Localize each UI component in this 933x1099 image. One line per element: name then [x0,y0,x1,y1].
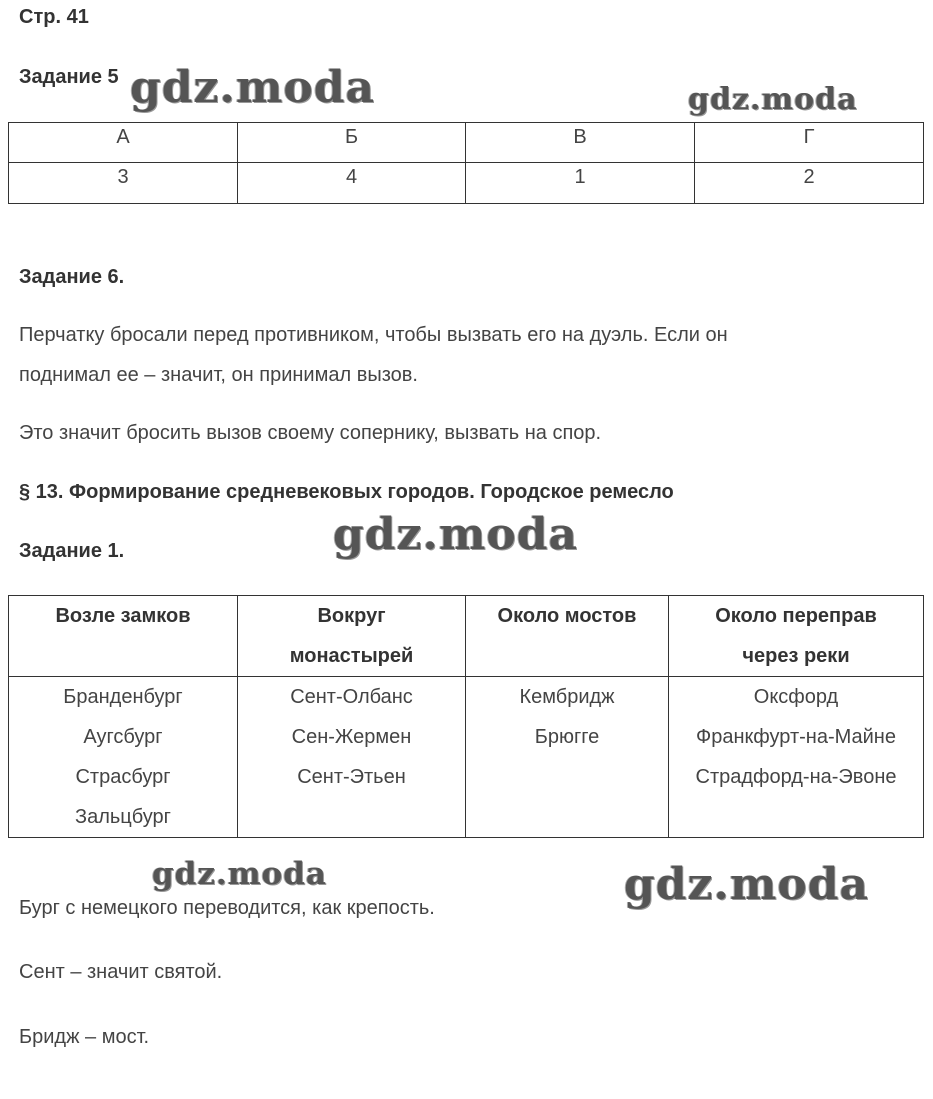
watermark-logo: gdz.moda [688,82,858,117]
table-cell: В [466,123,695,163]
task6-paragraph: Это значит бросить вызов своему сопернику, вызвать на спор. [19,422,602,444]
city-name: Оксфорд [753,686,839,708]
table-cell: 1 [466,163,695,204]
city-name: Кембридж [519,686,615,708]
section-heading: § 13. Формирование средневековых городов. Городское ремесло [19,481,674,503]
table-cell: 2 [695,163,924,204]
watermark-logo: gdz.moda [152,856,327,892]
table-cell [466,677,669,838]
table-cell [9,677,238,838]
table-cell: 4 [238,163,466,204]
task5-answer-table [8,122,924,204]
task6-paragraph-line: Перчатку бросали перед противником, чтобы вызвать его на дуэль. Если он [19,324,728,346]
city-name: Сен-Жермен [291,726,412,748]
watermark-logo: gdz.moda [333,509,579,560]
table-header-row [9,123,924,163]
city-name: Бранденбург [63,686,183,708]
page-number: Стр. 41 [19,6,89,28]
note-burg: Бург с немецкого переводится, как крепость. [19,897,435,919]
table-cell [238,677,466,838]
task5-title: Задание 5 [19,66,119,88]
city-name: Франкфурт-на-Майне [696,726,896,748]
city-name: Страсбург [75,766,171,788]
table-cell [669,677,924,838]
table-header-row [9,596,924,677]
city-name: Аугсбург [83,726,163,748]
table-cell: Б [238,123,466,163]
cities-table [8,595,924,838]
column-header: Возле замков [9,596,238,677]
task6-paragraph-line: поднимал ее – значит, он принимал вызов. [19,364,418,386]
column-header: Вокруг монастырей [238,596,466,677]
city-name: Страдфорд-на-Эвоне [695,766,897,788]
column-header: Около мостов [466,596,669,677]
watermark-logo: gdz.moda [130,62,376,113]
table-cell: 3 [9,163,238,204]
table-cell: Г [695,123,924,163]
city-name: Сент-Олбанс [290,686,413,708]
table-row [9,677,924,838]
task6-title: Задание 6. [19,266,125,288]
note-bridge: Бридж – мост. [19,1026,150,1048]
watermark-logo: gdz.moda [624,859,870,910]
task1-title: Задание 1. [19,540,125,562]
table-cell: А [9,123,238,163]
city-name: Брюгге [534,726,600,748]
city-name: Сент-Этьен [297,766,406,788]
table-row [9,163,924,204]
column-header: Около переправ через реки [669,596,924,677]
note-sent: Сент – значит святой. [19,961,223,983]
city-name: Зальцбург [75,806,171,828]
